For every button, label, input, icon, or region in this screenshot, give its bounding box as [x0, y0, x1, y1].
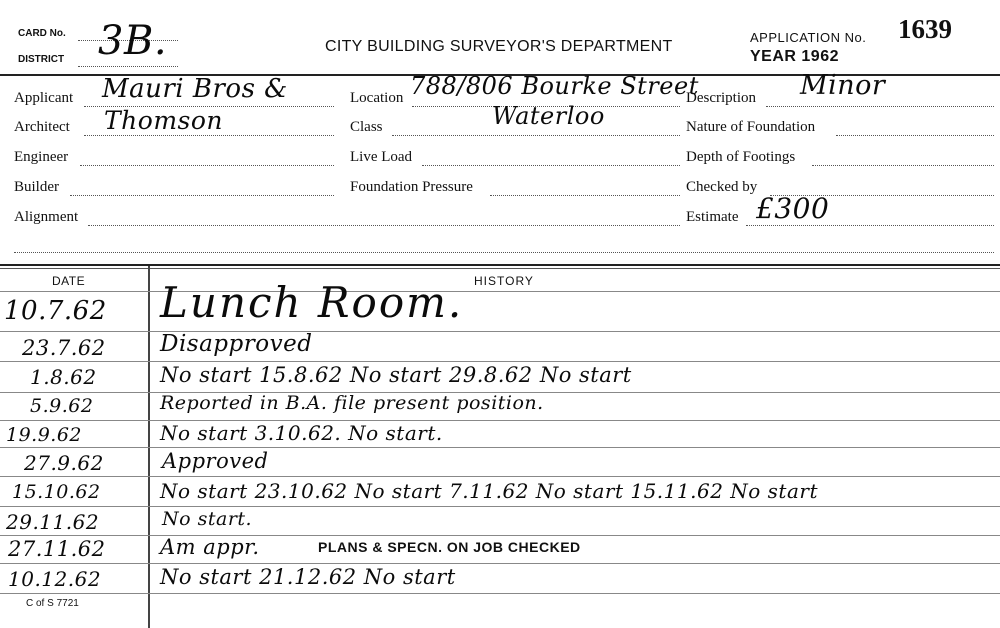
alignment-dots — [88, 225, 680, 226]
location-label: Location — [350, 90, 404, 106]
engineer-label: Engineer — [14, 149, 69, 165]
engineer-dots — [80, 165, 334, 166]
card-no-value: 3B. — [98, 18, 168, 64]
builder-label: Builder — [14, 179, 59, 195]
row-line — [0, 420, 1000, 421]
architect-dots — [84, 135, 334, 136]
history-entry: Approved — [162, 449, 269, 473]
architect-label: Architect — [14, 119, 70, 135]
depth-footings-dots — [812, 165, 994, 166]
row-line — [0, 447, 1000, 448]
history-date: 10.12.62 — [8, 567, 102, 591]
history-entry: No start. — [162, 508, 253, 530]
date-header: DATE — [52, 274, 86, 288]
history-header-rule — [0, 291, 1000, 292]
class-label: Class — [350, 119, 383, 135]
history-date: 15.10.62 — [12, 481, 101, 503]
history-date: 27.9.62 — [24, 451, 104, 475]
estimate-dots — [746, 225, 994, 226]
plans-checked-stamp: PLANS & SPECN. ON JOB CHECKED — [318, 539, 581, 555]
row-line — [0, 331, 1000, 332]
row-line — [0, 506, 1000, 507]
row-line — [0, 476, 1000, 477]
history-date: 5.9.62 — [30, 395, 94, 417]
row-line — [0, 535, 1000, 536]
row-line — [0, 593, 1000, 594]
location-value: 788/806 Bourke Street — [410, 72, 699, 100]
applicant-value: Mauri Bros & — [102, 74, 288, 104]
district-label: DISTRICT — [18, 54, 65, 65]
description-value: Minor — [800, 70, 886, 101]
estimate-value: £300 — [756, 192, 830, 225]
history-date: 29.11.62 — [6, 510, 100, 534]
depth-footings-label: Depth of Footings — [686, 149, 796, 165]
builder-dots — [70, 195, 334, 196]
foundation-pressure-label: Foundation Pressure — [350, 179, 473, 195]
department-title: CITY BUILDING SURVEYOR'S DEPARTMENT — [325, 38, 673, 55]
live-load-dots — [422, 165, 680, 166]
history-top-rule-2 — [0, 268, 1000, 269]
history-entry: Disapproved — [160, 331, 313, 357]
history-entry: No start 23.10.62 No start 7.11.62 No start 15.11.62 No start — [160, 479, 818, 503]
nature-foundation-dots — [836, 135, 994, 136]
applicant-label: Applicant — [14, 90, 74, 106]
history-entry: Lunch Room. — [160, 278, 464, 327]
history-date: 27.11.62 — [8, 537, 106, 561]
card-no-label: CARD No. — [18, 28, 66, 39]
history-entry: Am appr. — [160, 535, 260, 559]
history-header: HISTORY — [474, 274, 534, 288]
application-number: 1639 — [898, 14, 952, 44]
blank-dots-line — [14, 252, 994, 253]
history-entry: No start 15.8.62 No start 29.8.62 No start — [160, 363, 632, 387]
architect-value: Thomson — [104, 106, 224, 135]
history-date: 10.7.62 — [4, 296, 107, 326]
year-label: YEAR 1962 — [750, 48, 839, 65]
live-load-label: Live Load — [350, 149, 413, 165]
history-entry: No start 3.10.62. No start. — [160, 421, 443, 445]
estimate-label: Estimate — [686, 209, 739, 225]
location-value-suburb: Waterloo — [492, 102, 605, 130]
foundation-pressure-dots — [490, 195, 680, 196]
checked-by-label: Checked by — [686, 179, 758, 195]
history-entry: No start 21.12.62 No start — [160, 565, 456, 589]
history-date: 19.9.62 — [6, 424, 83, 446]
history-date: 23.7.62 — [22, 336, 106, 360]
alignment-label: Alignment — [14, 209, 79, 225]
district-dots — [78, 66, 178, 67]
history-entry: Reported in B.A. file present position. — [160, 392, 544, 414]
history-date: 1.8.62 — [30, 365, 97, 389]
history-top-rule — [0, 264, 1000, 266]
row-line — [0, 361, 1000, 362]
application-label: APPLICATION No. — [750, 30, 867, 45]
row-line — [0, 563, 1000, 564]
form-code: C of S 7721 — [26, 598, 79, 609]
description-label: Description — [686, 90, 756, 106]
class-dots — [392, 135, 680, 136]
description-dots — [766, 106, 994, 107]
nature-foundation-label: Nature of Foundation — [686, 119, 816, 135]
